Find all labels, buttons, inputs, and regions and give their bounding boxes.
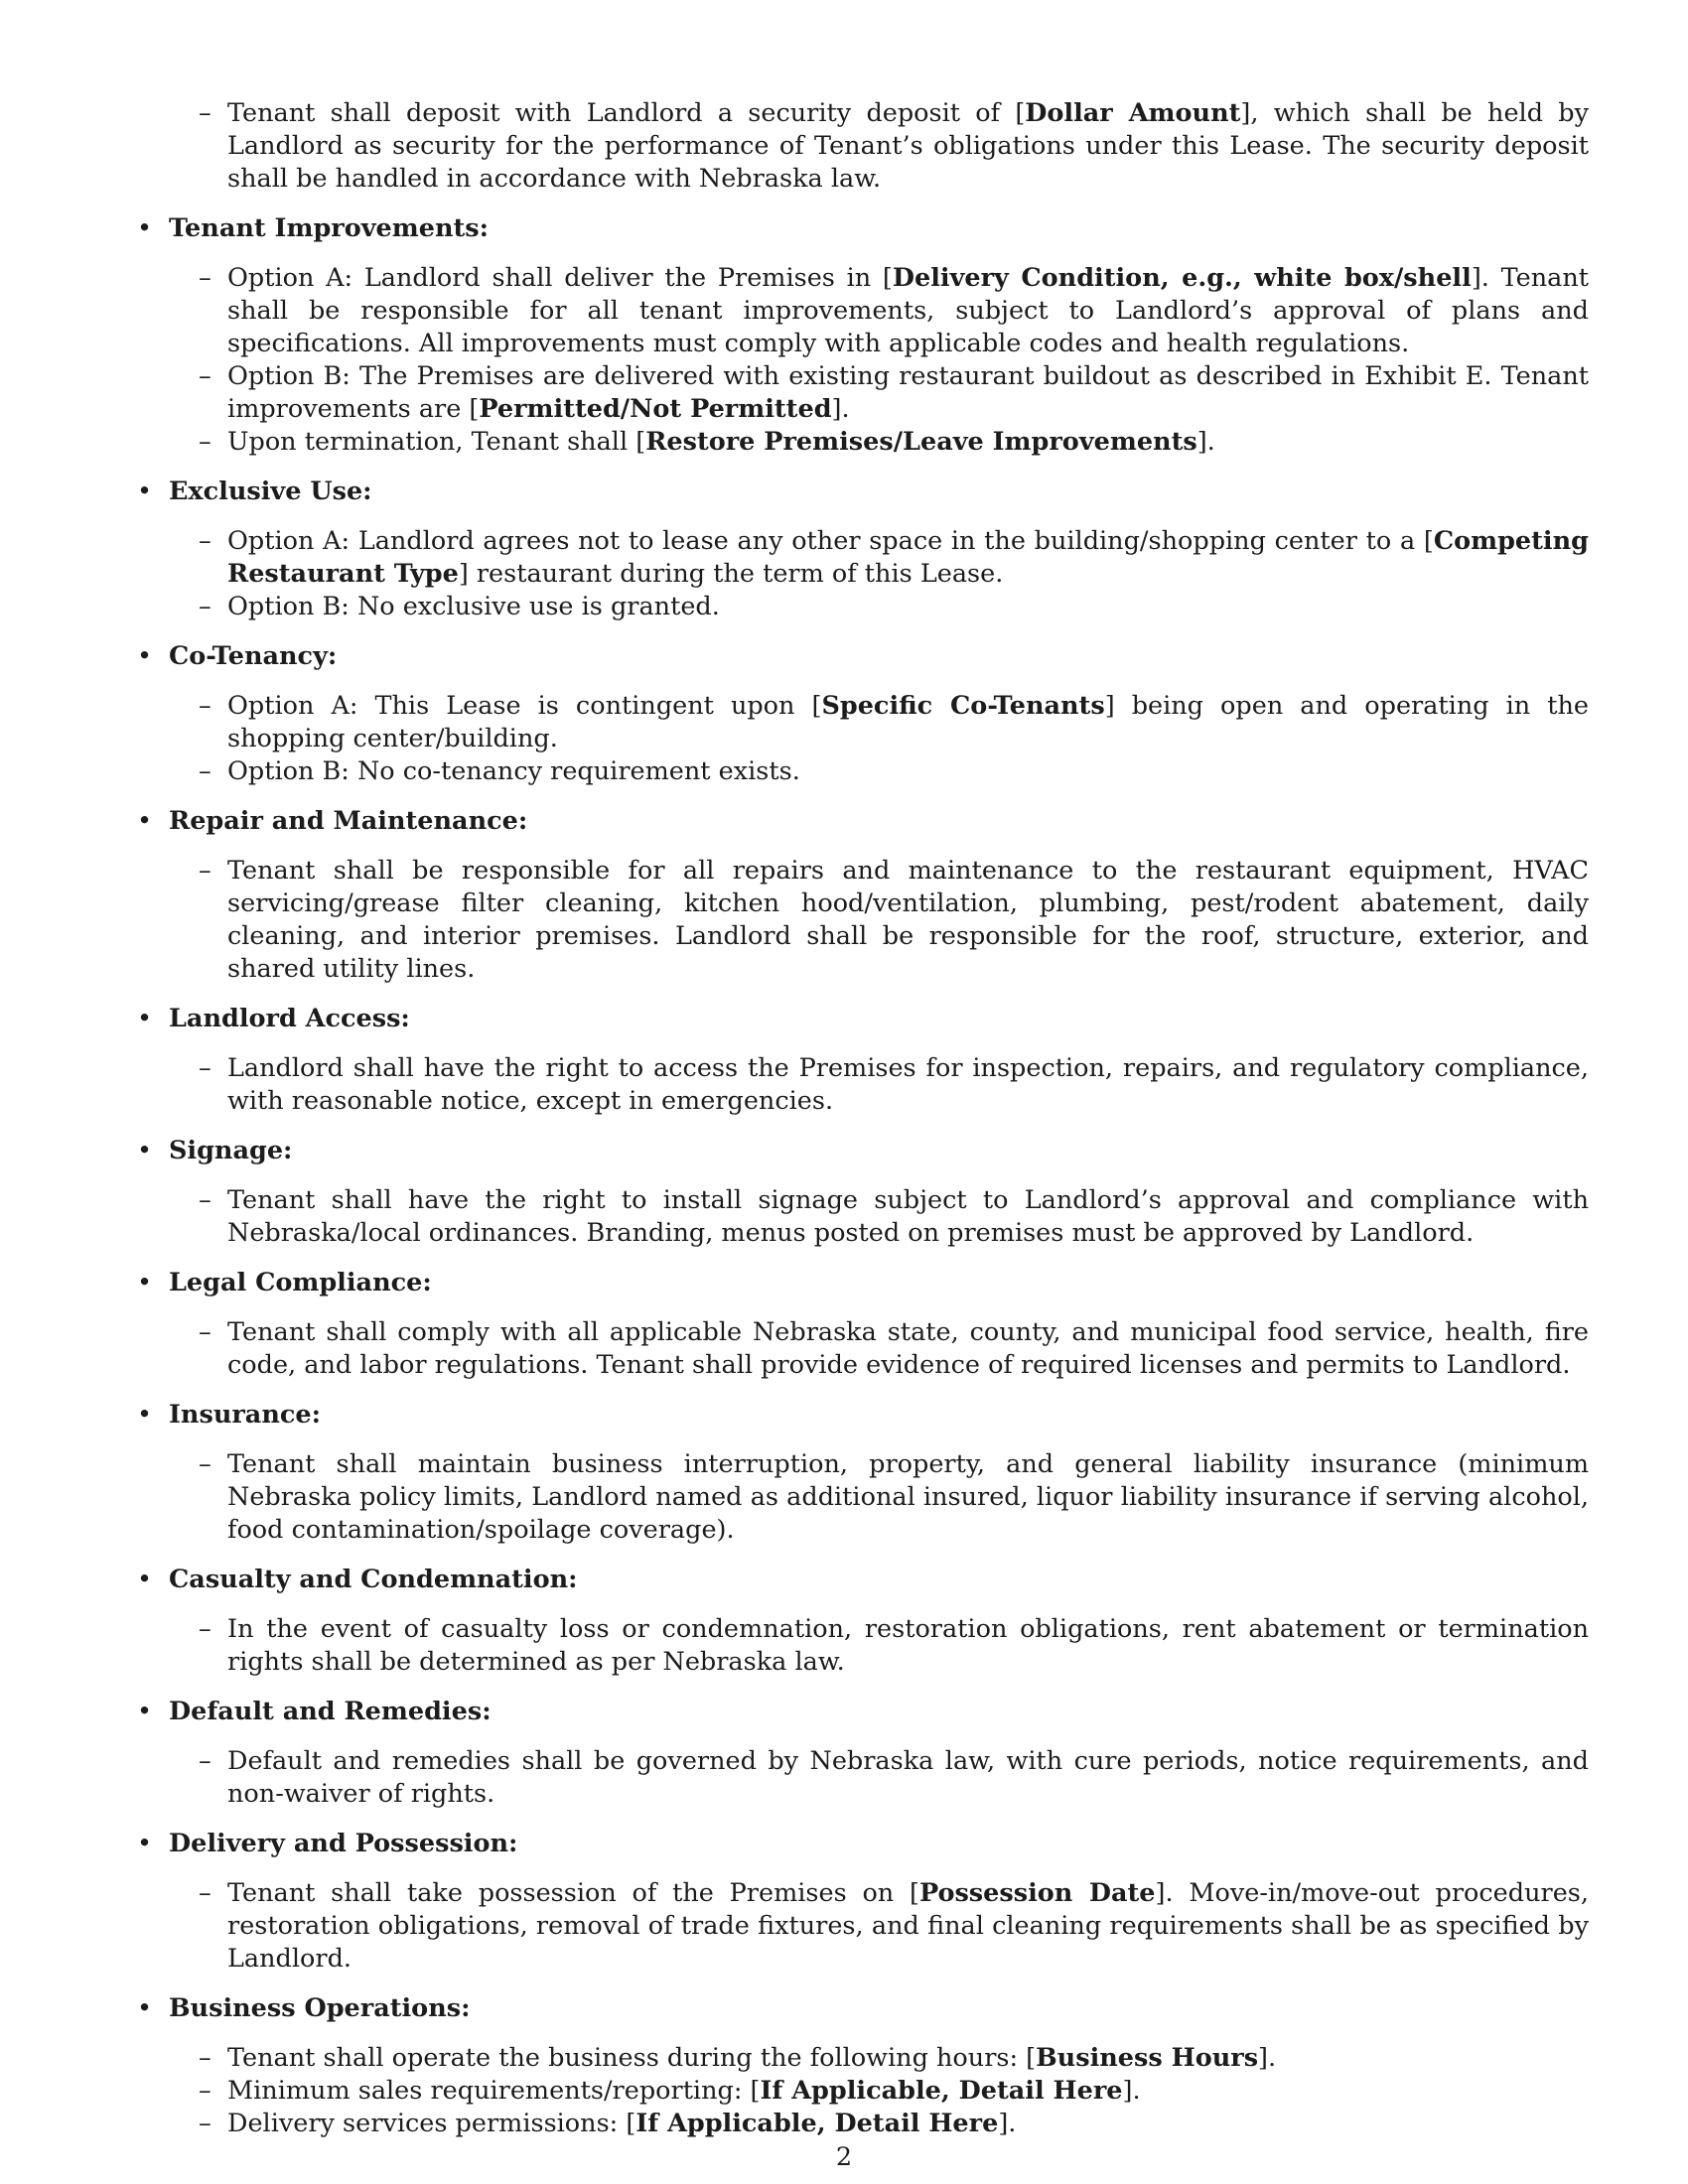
- item-text-pre: Option B: The Premises are delivered with existing restaurant buildout as described in Exhibit E. Tenant improvements are [: [227, 361, 1589, 424]
- item-text-pre: Option A: This Lease is contingent upon [: [227, 691, 822, 721]
- section-heading: [137, 1135, 1589, 1167]
- item-text-post: ], which shall be held by Landlord as security for the performance of Tenant’s obligations under this Lease. The security deposit shall be handled in accordance with Nebraska law.: [227, 98, 1590, 194]
- item-text-pre: In the event of casualty loss or condemnation, restoration obligations, rent abatement or termination rights shall be determined as per Nebraska law.: [227, 1614, 1589, 1677]
- item-text-pre: Option A: Landlord agrees not to lease any other space in the building/shopping center to a [: [227, 526, 1434, 556]
- section-heading: [137, 1399, 1589, 1432]
- item-text-post: ].: [831, 394, 850, 424]
- section-heading: [137, 1696, 1589, 1728]
- dash-marker: –: [199, 2076, 211, 2106]
- item-text-post: ].: [1122, 2076, 1141, 2106]
- list-item: [137, 262, 1589, 360]
- item-text-post: ] restaurant during the term of this Lease.: [458, 559, 1004, 589]
- item-placeholder: Competing Restaurant Type: [227, 526, 1589, 589]
- section-items: [137, 1877, 1589, 1976]
- item-text-pre: Tenant shall take possession of the Premises on [: [227, 1878, 919, 1908]
- section-heading: [137, 212, 1589, 245]
- dash-marker: –: [199, 592, 211, 621]
- bullet-marker: •: [137, 1136, 153, 1165]
- section-heading-text: Signage:: [169, 1136, 293, 1165]
- dash-marker: –: [199, 1449, 211, 1479]
- section-items: [137, 1745, 1589, 1811]
- dash-marker: –: [199, 2043, 211, 2073]
- section-items: [137, 1184, 1589, 1250]
- list-item: [137, 2042, 1589, 2075]
- list-item: [137, 360, 1589, 426]
- security-deposit-item: [137, 97, 1589, 196]
- bullet-marker: •: [137, 1565, 153, 1594]
- list-item: [137, 690, 1589, 755]
- item-placeholder: Permitted/Not Permitted: [479, 394, 832, 424]
- section-items: [137, 690, 1589, 788]
- item-text-post: ]. Move-in/move-out procedures, restoration obligations, removal of trade fixtures, and final cleaning requirements shall be as specified by Landlord.: [227, 1878, 1589, 1974]
- section-heading-text: Delivery and Possession:: [169, 1829, 518, 1858]
- dash-marker: –: [199, 427, 211, 457]
- dash-marker: –: [199, 361, 211, 391]
- item-text-post: ].: [998, 2109, 1017, 2138]
- dash-marker: –: [199, 856, 211, 886]
- item-text-post: ]. Tenant shall be responsible for all tenant improvements, subject to Landlord’s approval of plans and specifications. All improvements must comply with applicable codes and health regulations.: [227, 263, 1590, 358]
- dash-marker: –: [199, 1746, 211, 1776]
- list-item: [137, 525, 1589, 591]
- item-text-pre: Upon termination, Tenant shall [: [227, 427, 646, 457]
- bullet-marker: •: [137, 1268, 153, 1297]
- section-heading-text: Repair and Maintenance:: [169, 806, 528, 836]
- lease-content: [137, 97, 1589, 2157]
- dash-marker: –: [199, 98, 211, 128]
- section-items: [137, 1448, 1589, 1547]
- section-items: [137, 1052, 1589, 1118]
- item-text-pre: Tenant shall comply with all applicable Nebraska state, county, and municipal food service, health, fire code, and labor regulations. Tenant shall provide evidence of required licenses and permits to Landlord.: [227, 1317, 1589, 1380]
- section-heading-text: Tenant Improvements:: [169, 213, 490, 243]
- item-placeholder: If Applicable, Detail Here: [635, 2109, 999, 2138]
- item-text-pre: Option B: No exclusive use is granted.: [227, 592, 720, 621]
- list-item: [137, 1052, 1589, 1118]
- item-placeholder: Possession Date: [918, 1878, 1156, 1908]
- section-items: [137, 1613, 1589, 1679]
- dash-marker: –: [199, 1614, 211, 1644]
- dash-marker: –: [199, 1053, 211, 1083]
- item-placeholder: Delivery Condition, e.g., white box/shell: [892, 263, 1472, 293]
- section-heading: [137, 476, 1589, 508]
- list-item: [137, 2108, 1589, 2140]
- section-items: [137, 855, 1589, 986]
- bullet-marker: •: [137, 1400, 153, 1430]
- item-text-pre: Tenant shall maintain business interruption, property, and general liability insurance (minimum Nebraska policy limits, Landlord named as additional insured, liquor liability insurance if serving alcohol, food contamination/spoilage coverage).: [227, 1449, 1589, 1545]
- bullet-marker: •: [137, 1993, 153, 2023]
- dash-marker: –: [199, 1317, 211, 1347]
- bullet-marker: •: [137, 806, 153, 836]
- list-item: [137, 1316, 1589, 1382]
- item-text-post: ] being open and operating in the shopping center/building.: [227, 691, 1589, 753]
- item-placeholder: Restore Premises/Leave Improvements: [645, 427, 1197, 457]
- list-item: [137, 755, 1589, 788]
- section-heading-text: Legal Compliance:: [169, 1268, 432, 1297]
- bullet-marker: •: [137, 477, 153, 506]
- section-heading: [137, 1003, 1589, 1035]
- list-item: [137, 1184, 1589, 1250]
- section-heading: [137, 1267, 1589, 1299]
- item-text-pre: Default and remedies shall be governed by Nebraska law, with cure periods, notice requirements, and non-waiver of rights.: [227, 1746, 1589, 1809]
- item-text-pre: Delivery services permissions: [: [227, 2109, 636, 2138]
- list-item: [137, 855, 1589, 986]
- item-placeholder: If Applicable, Detail Here: [760, 2076, 1123, 2106]
- bullet-marker: •: [137, 641, 153, 671]
- section-heading-text: Exclusive Use:: [169, 477, 372, 506]
- list-item: [137, 426, 1589, 459]
- page-number: 2: [835, 2142, 853, 2172]
- section-heading-text: Landlord Access:: [169, 1004, 410, 1033]
- item-text-pre: Tenant shall operate the business during the following hours: [: [227, 2043, 1037, 2073]
- section-items: [137, 1316, 1589, 1382]
- list-item: [137, 1448, 1589, 1547]
- section-heading-text: Insurance:: [169, 1400, 322, 1430]
- bullet-marker: •: [137, 213, 153, 243]
- section-heading-text: Business Operations:: [169, 1993, 471, 2023]
- item-text-post: ].: [1258, 2043, 1277, 2073]
- item-text-post: ].: [1196, 427, 1215, 457]
- dash-marker: –: [199, 2109, 211, 2138]
- item-placeholder: Business Hours: [1036, 2043, 1259, 2073]
- item-text-pre: Landlord shall have the right to access the Premises for inspection, repairs, and regulatory compliance, with reasonable notice, except in emergencies.: [227, 1053, 1589, 1116]
- section-items: [137, 525, 1589, 623]
- item-placeholder: Specific Co-Tenants: [821, 691, 1105, 721]
- section-heading-text: Co-Tenancy:: [169, 641, 338, 671]
- dash-marker: –: [199, 756, 211, 786]
- list-item: [137, 1877, 1589, 1976]
- item-text-pre: Tenant shall have the right to install signage subject to Landlord’s approval and compliance with Nebraska/local ordinances. Branding, menus posted on premises must be approved by Landlord.: [227, 1185, 1589, 1248]
- section-heading: [137, 1992, 1589, 2025]
- section-heading: [137, 640, 1589, 673]
- item-text-pre: Tenant shall be responsible for all repairs and maintenance to the restaurant equipment, HVAC servicing/grease filter cleaning, kitchen hood/ventilation, plumbing, pest/rodent abatement, daily cleaning, and interior premises. Landlord shall be responsible for the roof, structure, exterior, and shared utility lines.: [227, 856, 1589, 984]
- item-placeholder: Dollar Amount: [1025, 98, 1241, 128]
- section-items: [137, 2042, 1589, 2140]
- dash-marker: –: [199, 691, 211, 721]
- item-text-pre: Tenant shall deposit with Landlord a security deposit of [: [227, 98, 1026, 128]
- section-heading: [137, 805, 1589, 838]
- section-heading-text: Casualty and Condemnation:: [169, 1565, 578, 1594]
- bullet-marker: •: [137, 1697, 153, 1726]
- item-text-pre: Option A: Landlord shall deliver the Premises in [: [227, 263, 893, 293]
- list-item: [137, 591, 1589, 623]
- item-text-pre: Minimum sales requirements/reporting: [: [227, 2076, 761, 2106]
- dash-marker: –: [199, 1878, 211, 1908]
- section-heading-text: Default and Remedies:: [169, 1697, 492, 1726]
- list-item: [137, 1745, 1589, 1811]
- dash-marker: –: [199, 526, 211, 556]
- item-text-pre: Option B: No co-tenancy requirement exists.: [227, 756, 800, 786]
- section-heading: [137, 1564, 1589, 1596]
- bullet-marker: •: [137, 1829, 153, 1858]
- list-item: [137, 1613, 1589, 1679]
- list-item: [137, 2075, 1589, 2108]
- bullet-marker: •: [137, 1004, 153, 1033]
- section-items: [137, 262, 1589, 459]
- sections-list: [137, 212, 1589, 2140]
- dash-marker: –: [199, 263, 211, 293]
- dash-marker: –: [199, 1185, 211, 1215]
- section-heading: [137, 1828, 1589, 1860]
